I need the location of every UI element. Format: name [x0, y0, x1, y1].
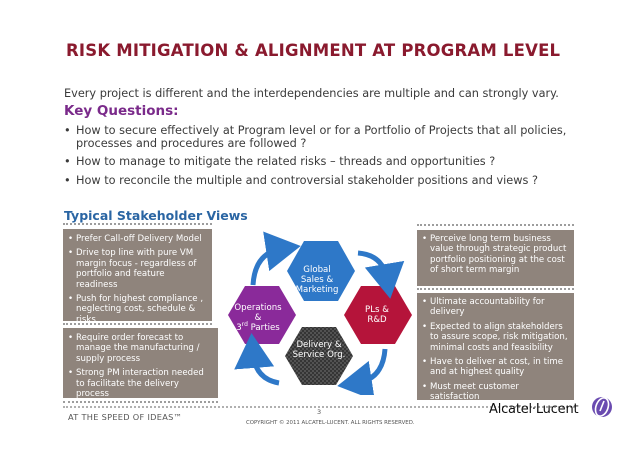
company-logo-icon — [591, 396, 613, 418]
stakeholder-views-heading: Typical Stakeholder Views — [64, 208, 248, 223]
view-item: • Strong PM interaction needed to facilitate the delivery process — [67, 368, 214, 399]
intro-text: Every project is different and the interdependencies are multiple and can strongly vary. — [64, 87, 559, 100]
company-logo-text: Alcatel·Lucent — [489, 402, 579, 417]
view-item: • Must meet customer satisfaction — [421, 382, 570, 403]
view-item: • Expected to align stakeholders to assure scope, risk mitigation, minimal costs and feasibility — [421, 322, 570, 353]
page-title: RISK MITIGATION & ALIGNMENT AT PROGRAM LEVEL — [66, 41, 561, 60]
delivery-views-box — [417, 293, 574, 403]
divider — [417, 288, 574, 290]
hexagon-label-delivery: Delivery & Service Org. — [292, 340, 346, 361]
arrow-icon — [253, 249, 281, 285]
view-item: • Prefer Call-off Delivery Model — [67, 234, 208, 244]
view-item: • Perceive long term business value through strategic product portfolio positioning at the cost of short term margin — [421, 234, 570, 276]
copyright-text: COPYRIGHT © 2011 ALCATEL-LUCENT. ALL RIGHTS RESERVED. — [246, 420, 415, 426]
key-questions-heading: Key Questions: — [64, 103, 179, 119]
key-question-item: • How to manage to mitigate the related risks – threads and opportunities ? — [64, 156, 624, 169]
page-number: 3 — [317, 408, 322, 416]
operations-views-box — [63, 328, 218, 398]
arrow-icon — [358, 253, 387, 279]
divider — [63, 323, 212, 325]
hexagon-label-pls: PLs & R&D — [365, 305, 389, 326]
divider — [63, 401, 218, 403]
key-question-item: • How to secure effectively at Program level or for a Portfolio of Projects that all policies, processes and procedures are followed ? — [64, 125, 624, 150]
footer-tagline: AT THE SPEED OF IDEAS™ — [68, 412, 183, 422]
divider — [417, 224, 574, 226]
view-item: • Push for highest compliance , neglecting cost, schedule & risks — [67, 294, 208, 325]
view-item: • Ultimate accountability for delivery — [421, 297, 570, 318]
view-item: • Require order forecast to manage the manufacturing / supply process — [67, 333, 214, 364]
key-question-item: • How to reconcile the multiple and controversial stakeholder positions and views ? — [64, 175, 624, 188]
hexagon-label-operations: Operations & 3rd Parties — [234, 303, 282, 334]
hexagon-label-global: Global Sales & Marketing — [295, 265, 339, 296]
view-item: • Drive top line with pure VM margin focus - regardless of portfolio and feature readiness — [67, 248, 208, 290]
view-item: • Have to deliver at cost, in time and at highest quality — [421, 357, 570, 378]
stakeholder-diagram — [225, 225, 415, 395]
pls-views-box — [417, 230, 574, 286]
key-questions-list — [64, 125, 624, 193]
sales-views-box — [63, 229, 212, 325]
divider — [63, 223, 212, 225]
arrow-icon — [357, 349, 385, 383]
arrow-icon — [253, 353, 279, 383]
